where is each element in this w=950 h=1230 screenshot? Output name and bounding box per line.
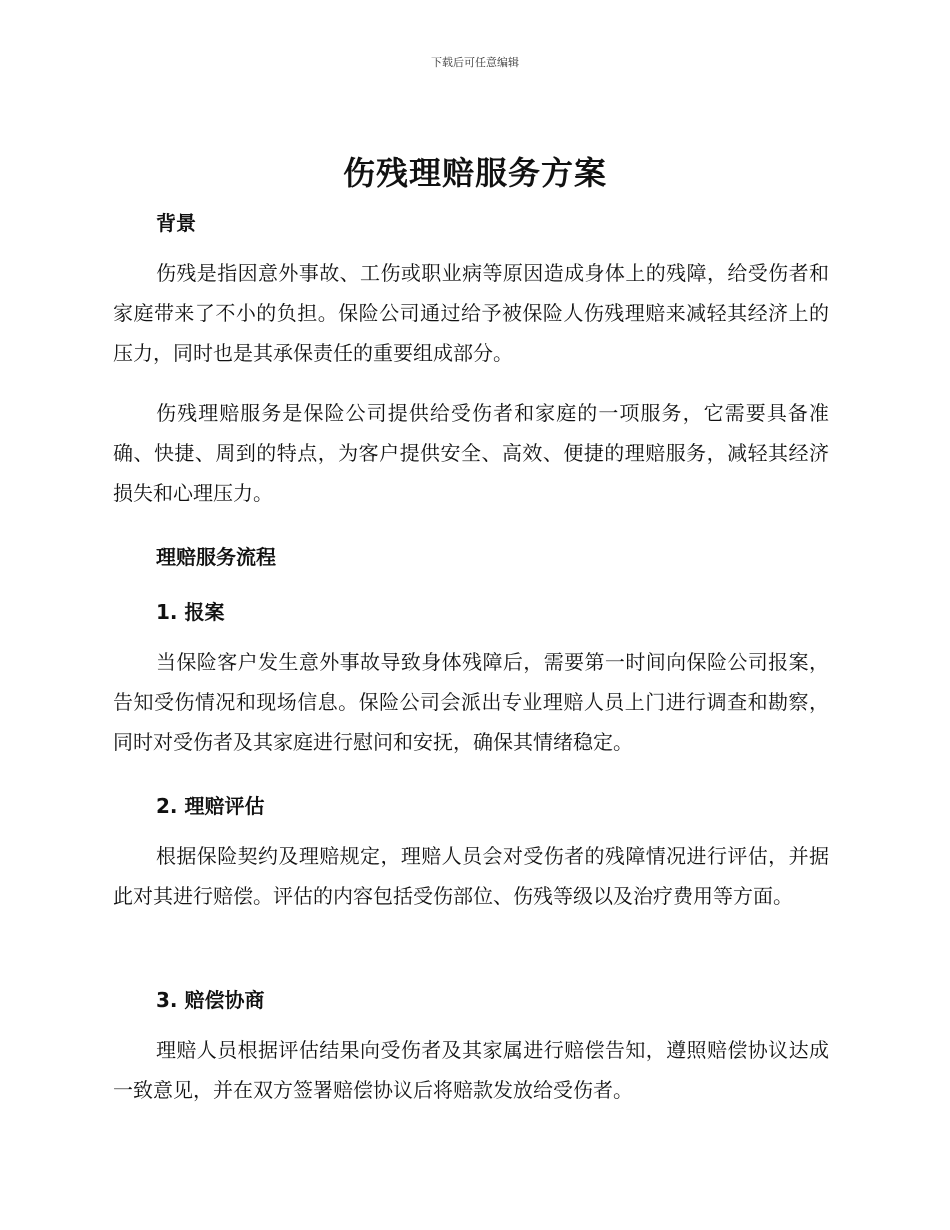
step-heading-report: 1. 报案 [156, 600, 225, 624]
document-title: 伤残理赔服务方案 [342, 154, 607, 192]
paragraph-step-negotiation: 理赔人员根据评估结果向受伤者及其家属进行赔偿告知，遵照赔偿协议达成一致意见，并在双方签署赔偿协议后将赔款发放给受伤者。 [113, 1038, 829, 1102]
paragraph-step-report: 当保险客户发生意外事故导致身体残障后，需要第一时间向保险公司报案，告知受伤情况和现场信息。保险公司会派出专业理赔人员上门进行调查和勘察，同时对受伤者及其家庭进行慰问和安抚，确保其情绪稳定。 [113, 650, 829, 754]
section-heading-process: 理赔服务流程 [156, 545, 276, 569]
step-heading-assessment: 2. 理赔评估 [156, 794, 265, 818]
paragraph-step-assessment: 根据保险契约及理赔规定，理赔人员会对受伤者的残障情况进行评估，并据此对其进行赔偿。评估的内容包括受伤部位、伤残等级以及治疗费用等方面。 [113, 844, 829, 908]
header-note: 下载后可任意编辑 [431, 56, 519, 69]
section-heading-background: 背景 [156, 211, 196, 235]
paragraph-background-2: 伤残理赔服务是保险公司提供给受伤者和家庭的一项服务，它需要具备准确、快捷、周到的特点，为客户提供安全、高效、便捷的理赔服务，减轻其经济损失和心理压力。 [113, 401, 829, 505]
paragraph-background-1: 伤残是指因意外事故、工伤或职业病等原因造成身体上的残障，给受伤者和家庭带来了不小的负担。保险公司通过给予被保险人伤残理赔来减轻其经济上的压力，同时也是其承保责任的重要组成部分。 [113, 261, 829, 365]
step-heading-negotiation: 3. 赔偿协商 [156, 988, 265, 1012]
